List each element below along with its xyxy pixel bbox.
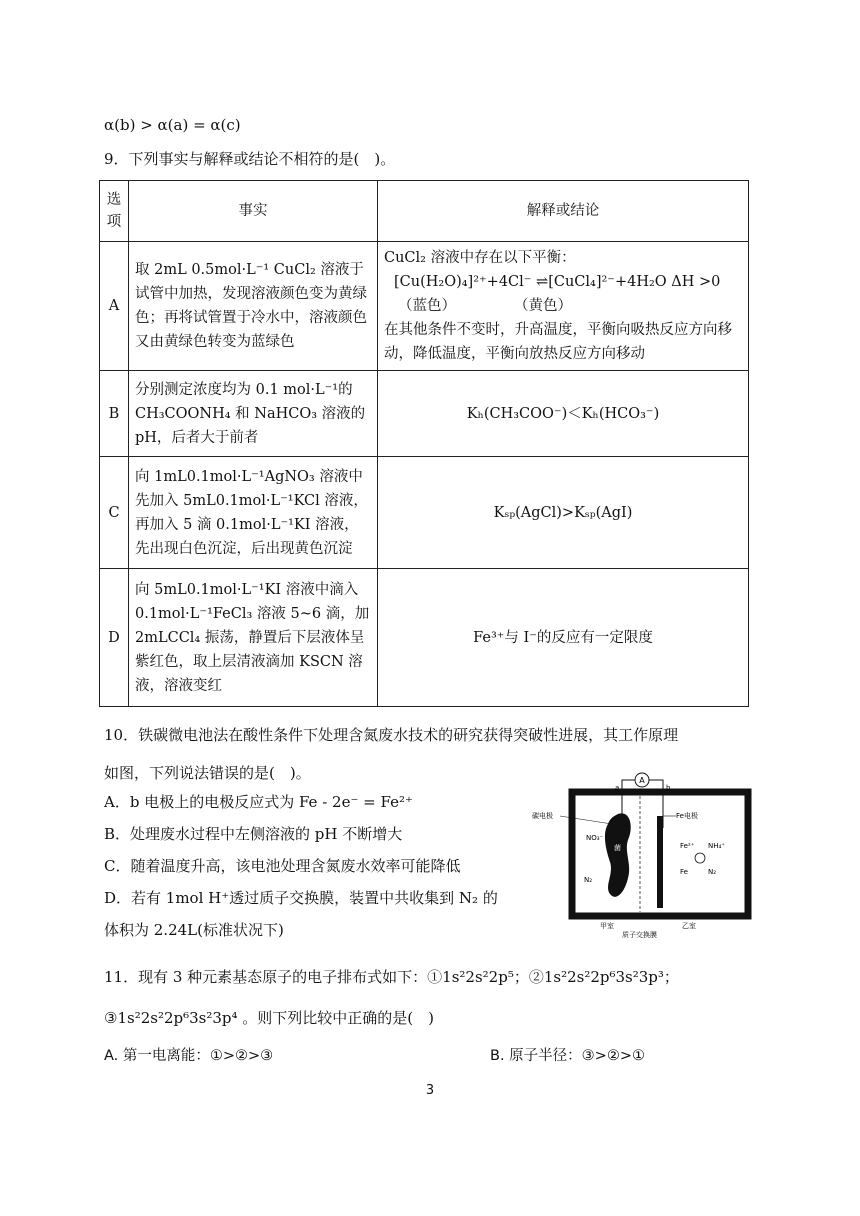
no3-label: NO₃⁻ <box>586 834 604 842</box>
n2-right-label: N₂ <box>708 868 717 876</box>
row-explanation: Fe³⁺与 I⁻的反应有一定限度 <box>378 569 749 707</box>
row-option: A <box>100 242 129 371</box>
table-row <box>100 569 749 707</box>
q11-stem-line1: 11．现有 3 种元素基态原子的电子排布式如下：①1s²2s²2p⁵；②1s²2s²2p⁶3s²3p³； <box>104 968 679 986</box>
label-b: b <box>666 784 671 792</box>
q10-option-a: A．b 电极上的电极反应式为 Fe - 2e⁻ = Fe²⁺ <box>104 793 413 811</box>
header-fact: 事实 <box>129 181 378 242</box>
q10-stem-line2: 如图，下列说法错误的是( )。 <box>104 764 311 782</box>
q10-option-c: C．随着温度升高，该电池处理含氮废水效率可能降低 <box>104 857 461 875</box>
table-row <box>100 371 749 457</box>
header-option: 选项 <box>100 181 129 242</box>
q11-stem-line2: ③1s²2s²2p⁶3s²3p⁴ 。则下列比较中正确的是( ) <box>104 1009 435 1027</box>
fe-electrode <box>657 816 663 908</box>
exp-colors: （蓝色） （黄色） <box>398 298 572 314</box>
header-explanation: 解释或结论 <box>378 181 749 242</box>
q10-option-b: B．处理废水过程中左侧溶液的 pH 不断增大 <box>104 825 403 843</box>
membrane-label: 质子交换膜 <box>622 931 657 939</box>
q11-option-a: A. 第一电离能：①>②>③ <box>104 1048 274 1064</box>
q9-table <box>99 180 749 707</box>
nh4-label: NH₄⁺ <box>708 842 726 850</box>
fe-electrode-label: Fe电极 <box>676 812 698 820</box>
exp-line: 在其他条件不变时，升高温度，平衡向吸热反应方向移动，降低温度，平衡向放热反应方向移动 <box>384 322 732 362</box>
row-explanation: Kₛₚ(AgCl)>Kₛₚ(AgI) <box>378 457 749 569</box>
table-row <box>100 242 749 371</box>
q10-option-d-cont: 体积为 2.24L(标准状况下) <box>104 921 284 939</box>
row-option: C <box>100 457 129 569</box>
q10-stem-line1: 10．铁碳微电池法在酸性条件下处理含氮废水技术的研究获得突破性进展，其工作原理 <box>104 726 679 744</box>
microbe-label: 菌 <box>614 844 621 852</box>
exp-line: CuCl₂ 溶液中存在以下平衡： <box>384 250 576 266</box>
row-fact: 分别测定浓度均为 0.1 mol·L⁻¹的 CH₃COONH₄ 和 NaHCO₃ 溶液的 pH，后者大于前者 <box>129 371 378 457</box>
page-number: 3 <box>425 1083 435 1098</box>
fe2-label: Fe²⁺ <box>680 842 695 850</box>
row-fact: 向 1mL0.1mol·L⁻¹AgNO₃ 溶液中先加入 5mL0.1mol·L⁻¹KCl 溶液，再加入 5 滴 0.1mol·L⁻¹KI 溶液，先出现白色沉淀，后出现黄色沉淀 <box>129 457 378 569</box>
row-fact: 向 5mL0.1mol·L⁻¹KI 溶液中滴入 0.1mol·L⁻¹FeCl₃ 溶液 5~6 滴，加 2mLCCl₄ 振荡，静置后下层液体呈紫红色，取上层清液滴加 KSCN 溶液，溶液变红 <box>129 569 378 707</box>
q9-stem: 9．下列事实与解释或结论不相符的是( )。 <box>104 150 396 168</box>
carbon-electrode-label: 碳电极 <box>532 812 553 820</box>
microbe-icon <box>695 853 705 863</box>
label-a: a <box>615 784 620 792</box>
table-header-row <box>100 181 749 242</box>
carbon-electrode <box>605 813 631 896</box>
carry-over-line: α(b) > α(a) = α(c) <box>104 116 241 134</box>
row-fact: 取 2mL 0.5mol·L⁻¹ CuCl₂ 溶液于试管中加热，发现溶液颜色变为黄绿色；再将试管置于冷水中，溶液颜色又由黄绿色转变为蓝绿色 <box>129 242 378 371</box>
exp-equation: [Cu(H₂O)₄]²⁺+4Cl⁻ ⇌[CuCl₄]²⁻+4H₂O ΔH >0 <box>394 274 721 290</box>
row-option: B <box>100 371 129 457</box>
chamber-right-label: 乙室 <box>682 922 696 930</box>
fe-label: Fe <box>680 868 688 876</box>
battery-diagram <box>530 770 755 940</box>
chamber-left-label: 甲室 <box>600 922 614 930</box>
row-explanation <box>378 242 749 371</box>
q10-option-d: D．若有 1mol H⁺透过质子交换膜，装置中共收集到 N₂ 的 <box>104 889 498 907</box>
q11-option-b: B. 原子半径：③>②>① <box>490 1048 645 1064</box>
row-explanation: Kₕ(CH₃COO⁻)＜Kₕ(HCO₃⁻) <box>378 371 749 457</box>
ammeter-label: A <box>639 776 645 785</box>
table-row <box>100 457 749 569</box>
n2-left-label: N₂ <box>584 876 593 884</box>
row-option: D <box>100 569 129 707</box>
